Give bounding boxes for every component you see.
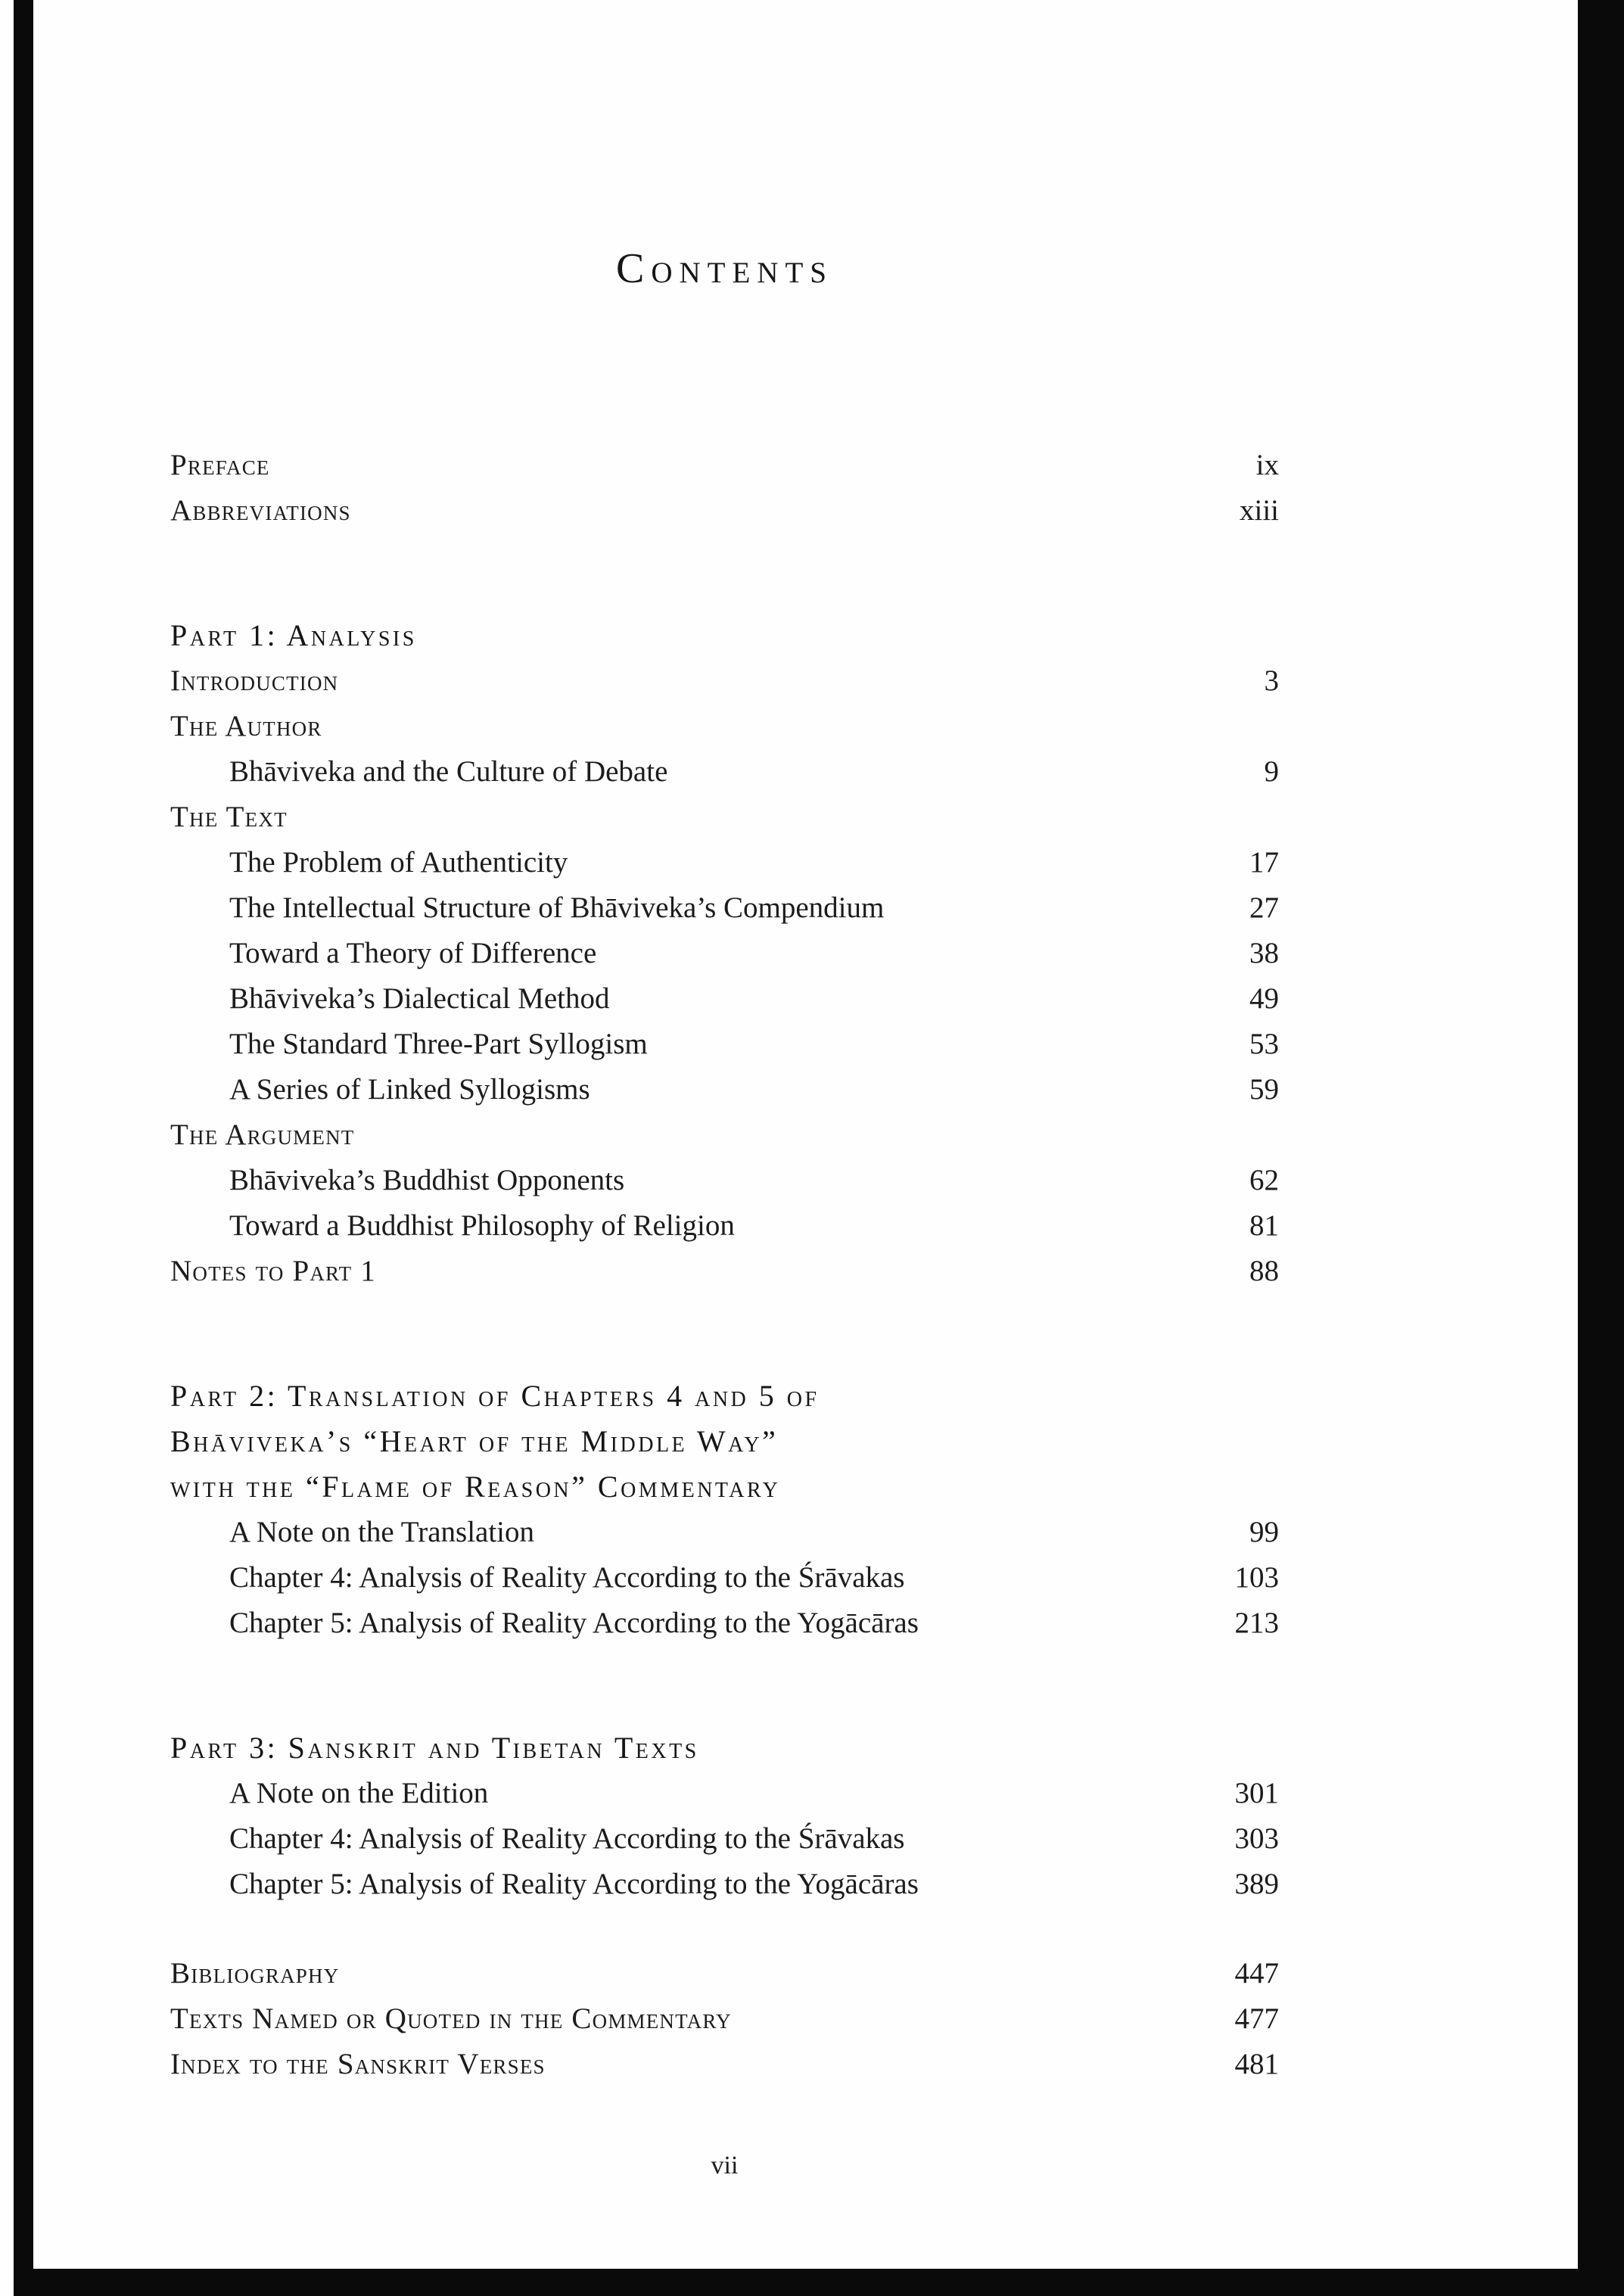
toc-entry-label: Index to the Sanskrit Verses: [170, 2048, 546, 2080]
toc-section: [170, 443, 1279, 534]
toc-entry: [170, 1022, 1279, 1067]
toc-entry: [170, 840, 1279, 885]
toc-entry-page: 9: [1264, 755, 1279, 788]
toc-entry-page: 303: [1234, 1822, 1279, 1855]
part-heading-line: Bhāviveka’s “Heart of the Middle Way”: [170, 1424, 779, 1458]
toc-entry: [170, 931, 1279, 976]
toc-entry-label: The Problem of Authenticity: [229, 846, 568, 879]
toc-entry-label: Notes to Part 1: [170, 1255, 376, 1287]
toc-entry-page: 213: [1234, 1607, 1279, 1639]
toc-entry-label: Chapter 5: Analysis of Reality According to the Yogācāras: [229, 1607, 919, 1639]
toc-entry-page: ix: [1255, 449, 1279, 481]
scan-edge-left-bar: [14, 0, 33, 2279]
toc-entry-label: The Standard Three-Part Syllogism: [229, 1028, 648, 1060]
toc-entry: [170, 1601, 1279, 1646]
toc-entry-label: Toward a Theory of Difference: [229, 937, 597, 969]
part-heading-line: Part 3: Sanskrit and Tibetan Texts: [170, 1731, 699, 1765]
part-heading-line: Part 2: Translation of Chapters 4 and 5 of: [170, 1379, 820, 1413]
toc-entry: [170, 704, 1279, 749]
toc-entry-page: 481: [1234, 2048, 1279, 2080]
toc-entry-page: 103: [1234, 1561, 1279, 1594]
toc-entry: [170, 1555, 1279, 1601]
toc-section: [170, 613, 1279, 1294]
toc-entry-page: 389: [1234, 1868, 1279, 1900]
toc-entry: [170, 1951, 1279, 1996]
part-heading-line: Part 1: Analysis: [170, 618, 417, 652]
part-heading-line: with the “Flame of Reason” Commentary: [170, 1470, 781, 1504]
toc-section: [170, 1725, 1279, 1907]
toc-entry-page: 38: [1249, 937, 1279, 969]
toc-entry-page: 301: [1234, 1777, 1279, 1809]
toc-entry: [170, 658, 1279, 704]
toc-entry-label: The Intellectual Structure of Bhāviveka’s Compendium: [229, 891, 885, 924]
toc-section: [170, 1374, 1279, 1646]
toc-entry-label: Bhāviveka and the Culture of Debate: [229, 755, 668, 788]
toc-entry-page: 88: [1249, 1255, 1279, 1287]
toc-entry-label: Chapter 4: Analysis of Reality According to the Śrāvakas: [229, 1822, 905, 1855]
toc-entry-label: Introduction: [170, 664, 339, 697]
page-title: Contents: [615, 245, 833, 292]
toc-entry-label: Preface: [170, 449, 270, 481]
toc-entry-page: 49: [1249, 982, 1279, 1015]
toc-entry-label: Bhāviveka’s Dialectical Method: [229, 982, 610, 1015]
toc-entry-page: 62: [1249, 1164, 1279, 1196]
toc-section: [170, 1951, 1279, 2087]
toc-content: [170, 0, 1279, 2087]
toc-entry: [170, 1510, 1279, 1555]
toc-entry: [170, 443, 1279, 488]
toc-entry: [170, 885, 1279, 931]
scan-edge-bottom-bar: [14, 2269, 1624, 2296]
toc-entry-label: A Series of Linked Syllogisms: [229, 1073, 590, 1106]
toc-entry: [170, 1249, 1279, 1294]
toc-entry-page: 477: [1234, 2002, 1279, 2035]
toc-entry-page: 59: [1249, 1073, 1279, 1106]
toc-entry-label: Chapter 4: Analysis of Reality According to the Śrāvakas: [229, 1561, 905, 1594]
toc-entry: [170, 2042, 1279, 2087]
toc-entry-page: 3: [1264, 664, 1279, 697]
toc-entry-label: Bibliography: [170, 1957, 340, 1990]
toc-entry-label: A Note on the Translation: [229, 1516, 535, 1548]
toc-entry: [170, 1067, 1279, 1112]
toc-entry: [170, 1996, 1279, 2042]
toc-entry-page: 81: [1249, 1209, 1279, 1242]
toc-entry-label: Abbreviations: [170, 494, 351, 527]
toc-entry-label: A Note on the Edition: [229, 1777, 489, 1809]
toc-entry: [170, 1862, 1279, 1907]
toc-entry: [170, 1112, 1279, 1158]
scan-edge-right-bar: [1578, 0, 1624, 2296]
toc-entry: [170, 1816, 1279, 1862]
toc-entry-page: 447: [1234, 1957, 1279, 1990]
toc-entry: [170, 1158, 1279, 1203]
toc-entry-page: 53: [1249, 1028, 1279, 1060]
toc-entry-label: Bhāviveka’s Buddhist Opponents: [229, 1164, 625, 1196]
toc-entry: [170, 1203, 1279, 1249]
toc-entry: [170, 488, 1279, 534]
toc: [170, 443, 1279, 2087]
toc-entry-page: 17: [1249, 846, 1279, 879]
toc-entry-page: xiii: [1239, 494, 1279, 527]
toc-entry-label: The Author: [170, 710, 322, 742]
toc-entry-label: Chapter 5: Analysis of Reality According to the Yogācāras: [229, 1868, 919, 1900]
toc-entry-label: The Argument: [170, 1118, 355, 1151]
toc-entry-page: 27: [1249, 891, 1279, 924]
toc-entry-label: The Text: [170, 801, 288, 833]
toc-entry-page: 99: [1249, 1516, 1279, 1548]
toc-entry: [170, 795, 1279, 840]
toc-entry: [170, 976, 1279, 1022]
toc-entry: [170, 1771, 1279, 1816]
toc-entry-label: Toward a Buddhist Philosophy of Religion: [229, 1209, 735, 1242]
footer-page-number: vii: [711, 2151, 739, 2179]
toc-entry-label: Texts Named or Quoted in the Commentary: [170, 2002, 732, 2035]
toc-entry: [170, 749, 1279, 795]
